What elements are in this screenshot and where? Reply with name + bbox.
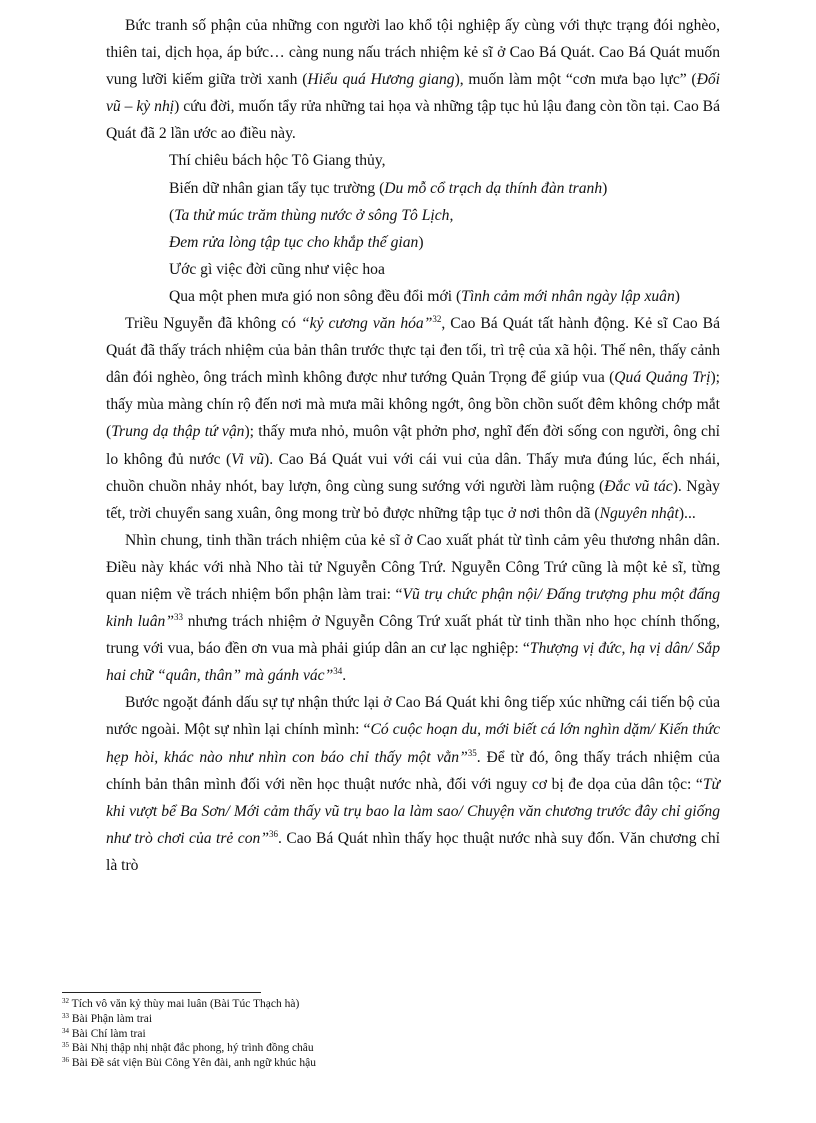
- italic-text: Thượng vị đức, hạ vị dân/ Sắp hai chữ “quân, thân” mà gánh vác”: [106, 640, 720, 685]
- text-run: Triều Nguyễn đã không có: [125, 315, 301, 333]
- text-run: Bước ngoặt đánh dấu sự tự nhận thức lại ở Cao Bá Quát khi ông tiếp xúc những cái tiến bộ của nước ngoài. Một sự nhìn lại chính mình: “: [106, 694, 720, 739]
- text-run: .: [342, 667, 347, 685]
- text-run: Thí chiêu bách hộc Tô Giang thủy,: [169, 152, 386, 170]
- footnote-number: 36: [62, 1056, 69, 1065]
- italic-text: Vũ trụ chức phận nội/ Đấng trượng phu một đấng kinh luân”: [106, 585, 721, 631]
- italic-text: Ta thử múc trăm thùng nước ở sông Tô Lịch,: [174, 206, 454, 224]
- text-run: ). Cao Bá Quát vui với cái vui của dân. Thấy mưa đúng lúc, ếch nhái, chuồn chuồn nhảy nhót, bay lượn, ông cùng sung sướng với người làm ruộng (: [106, 450, 720, 495]
- footnote: [62, 1056, 682, 1071]
- paragraph: [106, 527, 720, 690]
- footnote-number: 35: [62, 1041, 69, 1050]
- text-run: )...: [678, 504, 696, 522]
- text-run: . Để từ đó, ông thấy trách nhiệm của chính bản thân mình đối với nền học thuật nước nhà, đối với nguy cơ bị đe dọa của dân tộc: “: [106, 748, 720, 793]
- italic-text: Hiểu quá Hương giang: [307, 71, 455, 89]
- poem-line: [169, 175, 720, 202]
- italic-text: Đối vũ – kỳ nhị: [106, 71, 720, 116]
- body-text: [106, 12, 720, 879]
- footnote-text: Bài Đề sát viện Bùi Công Yên đài, anh ngữ khúc hậu: [71, 1057, 316, 1070]
- footnote: [62, 997, 682, 1012]
- footnote-reference: 34: [333, 666, 343, 677]
- footnote-text: Tích vô văn kỷ thùy mai luân (Bài Túc Thạch hà): [71, 998, 300, 1010]
- italic-text: Có cuộc hoạn du, mới biết cá lớn nghìn dặm/ Kiến thức hẹp hòi, khác nào như nhìn con báo chỉ thấy một vằn”: [106, 721, 720, 766]
- text-run: ): [674, 287, 680, 305]
- footnote-divider: [62, 992, 261, 993]
- text-run: Qua một phen mưa gió non sông đều đổi mới (: [169, 287, 462, 305]
- italic-text: Nguyên nhật: [599, 504, 679, 522]
- footnote-reference: 32: [432, 314, 442, 325]
- footnote: [62, 1027, 682, 1042]
- text-run: Bức tranh số phận của những con người lao khổ tội nghiệp ấy cùng với thực trạng đói nghèo, thiên tai, dịch họa, áp bức… càng nung nấu trách nhiệm kẻ sĩ ở Cao Bá Quát. Cao Bá Quát muốn vung lưỡi kiếm giữa trời xanh (: [106, 17, 720, 89]
- text-run: , Cao Bá Quát tất hành động. Kẻ sĩ Cao Bá Quát đã thấy trách nhiệm của bản thân trước thực tại đen tối, trì trệ của xã hội. Thế nên, thấy cảnh dân đói nghèo, ông trách mình không được như tướng Quản Trọng để giúp vua (: [106, 315, 720, 387]
- poem-line: [169, 147, 720, 174]
- footnote-number: 32: [62, 997, 69, 1005]
- text-run: ); thấy mưa nhỏ, muôn vật phởn phơ, nghĩ đến đời sống con người, ông chỉ lo không đủ nước (: [106, 423, 720, 468]
- text-run: ). Ngày tết, trời chuyển sang xuân, ông mong trừ bỏ được những tập tục ở nơi thôn dã (: [106, 477, 720, 522]
- footnote-reference: 33: [174, 612, 183, 623]
- text-run: ) cứu đời, muốn tẩy rửa những tai họa và những tập tục hủ lậu đang còn tồn tại. Cao Bá Quát đã 2 lần ước ao điều này.: [106, 98, 720, 143]
- footnote: [62, 1012, 682, 1027]
- paragraph: [106, 310, 720, 527]
- footnote-number: 33: [62, 1011, 69, 1020]
- text-run: ): [602, 179, 608, 197]
- poem-line: [169, 229, 720, 256]
- poem-quote: [106, 147, 720, 310]
- italic-text: Đắc vũ tác: [604, 477, 673, 495]
- text-run: . Cao Bá Quát nhìn thấy học thuật nước nhà suy đốn. Văn chương chỉ là trò: [106, 829, 720, 874]
- text-run: ), muốn làm một “cơn mưa bạo lực” (: [454, 71, 697, 89]
- poem-line: [169, 202, 720, 229]
- footnotes: [62, 997, 682, 1071]
- paragraph: [106, 689, 720, 879]
- text-run: ); thấy mùa màng chín rộ đến nơi mà mưa mãi không ngớt, ông bồn chồn suốt đêm không chớp mắt (: [106, 369, 720, 441]
- italic-text: Quá Quảng Trị: [614, 369, 711, 387]
- italic-text: Trung dạ thập tứ vận: [111, 423, 245, 441]
- footnote-text: Bài Nhị thập nhị nhật đắc phong, hý trình đồng châu: [71, 1042, 314, 1055]
- italic-text: Du mỗ cổ trạch dạ thính đàn tranh: [384, 179, 603, 197]
- text-run: ): [418, 233, 424, 251]
- footnote-text: Bài Chí làm trai: [71, 1027, 146, 1040]
- paragraph-group-1: [106, 12, 720, 147]
- poem-line: [169, 283, 720, 310]
- footnote-reference: 35: [467, 747, 477, 758]
- italic-text: Đem rửa lòng tập tục cho khắp thế gian: [169, 233, 419, 251]
- paragraph: [106, 12, 720, 147]
- text-run: Biến dữ nhân gian tẩy tục trường (: [169, 179, 385, 197]
- footnote-text: Bài Phận làm trai: [71, 1012, 153, 1025]
- footnote-reference: 36: [269, 828, 278, 839]
- footnote: [62, 1041, 682, 1056]
- italic-text: Tình cảm mới nhân ngày lập xuân: [461, 287, 675, 305]
- italic-text: Từ khi vượt bể Ba Sơn/ Mới cảm thấy vũ trụ bao la làm sao/ Chuyện văn chương trước đây chỉ giống như trò chơi của trẻ con”: [106, 775, 720, 847]
- italic-text: Vi vũ: [231, 450, 265, 468]
- footnote-number: 34: [62, 1026, 69, 1035]
- poem-line: [169, 256, 720, 283]
- paragraph-group-2: [106, 310, 720, 879]
- text-run: nhưng trách nhiệm ở Nguyễn Công Trứ xuất phát từ tinh thần nho học chính thống, trung với vua, báo đền ơn vua mà phải giúp dân an cư lạc nghiệp: “: [106, 613, 720, 658]
- italic-text: “kỷ cương văn hóa”: [300, 315, 433, 333]
- text-run: Nhìn chung, tinh thần trách nhiệm của kẻ sĩ ở Cao xuất phát từ tình cảm yêu thương nhân dân. Điều này khác với nhà Nho tài tử Nguyễn Công Trứ. Nguyễn Công Trứ cũng là một kẻ sĩ, từng quan niệm về trách nhiệm bổn phận làm trai: “: [106, 531, 720, 603]
- text-run: Ước gì việc đời cũng như việc hoa: [169, 260, 385, 278]
- text-run: (: [169, 206, 175, 224]
